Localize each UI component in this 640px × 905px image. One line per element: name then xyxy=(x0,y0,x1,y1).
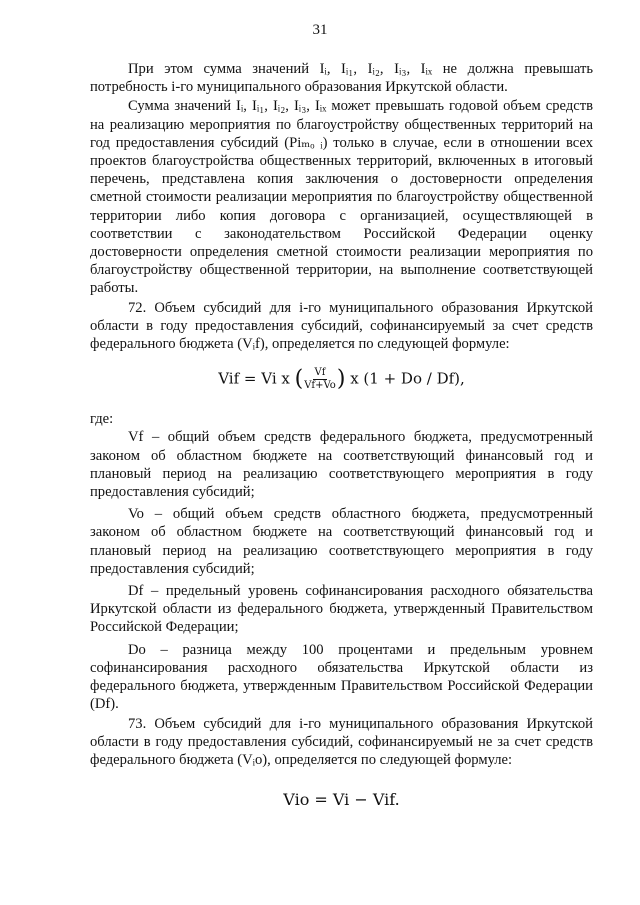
formula-rest: x (1 + Do / Df), xyxy=(345,369,465,388)
document-body xyxy=(90,60,593,809)
formula-vif xyxy=(90,367,593,392)
paren-close: ) xyxy=(336,366,346,392)
where-label: где: xyxy=(90,411,114,428)
paren-open: ( xyxy=(294,366,304,392)
fraction-numerator: Vf xyxy=(314,367,326,379)
paragraph-72: 72. Объем субсидий для i-го муниципального образования Иркутской области в году предоставления субсидий, софинансируемый за счет средств федерального бюджета (Vᵢf), определяется по следующей формуле: xyxy=(90,299,593,353)
definition-vo: Vo – общий объем средств областного бюджета, предусмотренный законом об областном бюджете на соответствующий финансовый год и плановый период на реализацию соответствующего мероприятия в году предоставления субсидий; xyxy=(90,506,593,577)
definition-df: Df – предельный уровень софинансирования расходного обязательства Иркутской области из федерального бюджета, утвержденный Правительством Российской Федерации; xyxy=(90,583,593,636)
formula-lhs: Vif xyxy=(218,369,240,388)
paragraph-sum-exceed: Сумма значений Iᵢ, Iᵢ₁, Iᵢ₂, Iᵢ₃, Iᵢₓ может превышать годовой объем средств на реализацию мероприятия по благоустройству общественных территорий на год предоставления субсидий (Piₘₒ ᵢ) только в случае, если в отношении всех проектов благоустройства общественных территорий, включенных в итоговый перечень, представлена копия заключения о достоверности определения сметной стоимости реализации мероприятия по благоустройству общественной территории либо копия договора с организацией, осуществляющей в соответствии с законодательством Российской Федерации оценку достоверности определения сметной стоимости реализации мероприятия по благоустройству общественной территории, на выполнение соответствующей работы. xyxy=(90,98,593,297)
definition-do: Do – разница между 100 процентами и предельным уровнем софинансирования расходного обязательства Иркутской области из федерального бюджета, утвержденным Правительством Российской Федерации (Df). xyxy=(90,641,593,713)
definition-vf: Vf – общий объем средств федерального бюджета, предусмотренный законом об областном бюджете на соответствующий финансовый год и плановый период на реализацию соответствующего мероприятия в году предоставления субсидий; xyxy=(90,429,593,501)
paragraph-sum-limit: При этом сумма значений Iᵢ, Iᵢ₁, Iᵢ₂, Iᵢ₃, Iᵢₓ не должна превышать потребность i-го муниципального образования Иркутской области. xyxy=(90,61,593,96)
formula-vio: Vio = Vi − Vif. xyxy=(283,790,400,810)
paragraph-73: 73. Объем субсидий для i-го муниципального образования Иркутской области в году предоставления субсидий, софинансируемый не за счет средств федерального бюджета (Vᵢo), определяется по следующей формуле: xyxy=(90,715,593,768)
fraction-denominator: Vf+Vo xyxy=(304,380,336,392)
page-number: 31 xyxy=(312,22,328,38)
formula-fraction xyxy=(304,367,336,392)
formula-eq: = Vi x xyxy=(239,369,295,388)
